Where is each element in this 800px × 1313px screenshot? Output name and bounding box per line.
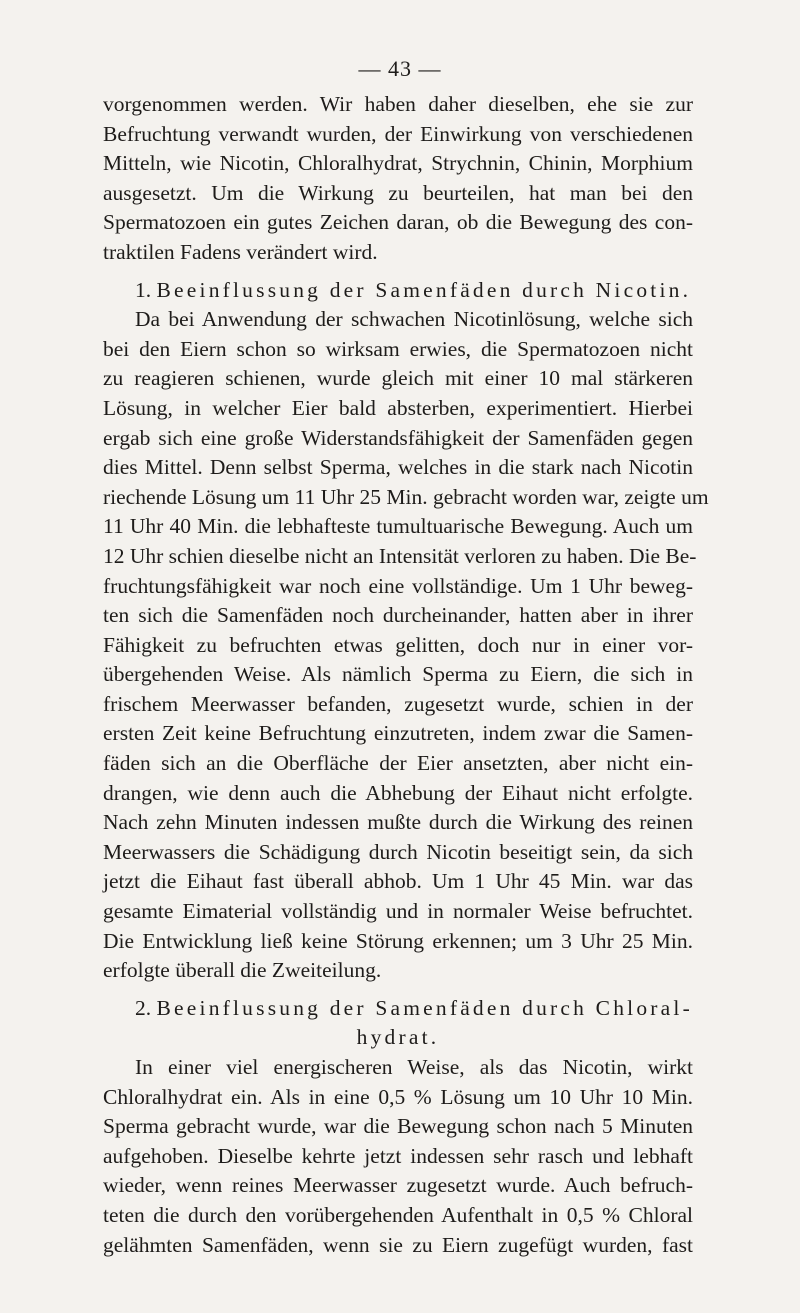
text-line: Die Entwicklung ließ keine Störung erkennen; um 3 Uhr 25 Min. [103, 928, 693, 953]
text-line: Da bei Anwendung der schwachen Nicotinlösung, welche sich [135, 307, 693, 332]
text-line: In einer viel energischeren Weise, als das Nicotin, wirkt [135, 1055, 693, 1079]
text-line: vorgenommen werden. Wir haben daher dieselben, ehe sie zur [103, 92, 693, 116]
section-heading-continued [103, 1023, 693, 1053]
text-line: 11 Uhr 40 Min. die lebhafteste tumultuarische Bewegung. Auch um [103, 514, 693, 539]
section-number: 2. [135, 995, 152, 1020]
text-line: gelähmten Samenfäden, wenn sie zu Eiern zugefügt wurden, fast [103, 1232, 693, 1257]
text-line: dies Mittel. Denn selbst Sperma, welches in die stark nach Nicotin [103, 455, 693, 480]
text-line: Befruchtung verwandt wurden, der Einwirkung von verschiedenen [103, 121, 693, 146]
text-line: erfolgte überall die Zweiteilung. [103, 958, 382, 983]
text-line: zu reagieren schienen, wurde gleich mit einer 10 mal stärkeren [103, 366, 693, 391]
section-number: 1. [135, 277, 152, 302]
text-line: gesamte Eimaterial vollständig und in normaler Weise befruchtet. [103, 899, 693, 924]
text-line: Nach zehn Minuten indessen mußte durch die Wirkung des reinen [103, 810, 693, 835]
text-line: ten sich die Samenfäden noch durcheinander, hatten aber in ihrer [103, 603, 693, 628]
text-line: übergehenden Weise. Als nämlich Sperma zu Eiern, die sich in [103, 662, 693, 687]
text-line: Fähigkeit zu befruchten etwas gelitten, doch nur in einer vor- [103, 632, 693, 657]
text-line: teten die durch den vorübergehenden Aufenthalt in 0,5 % Chloral [103, 1202, 693, 1227]
section-title-continued: hydrat. [356, 1025, 440, 1050]
text-line: 12 Uhr schien dieselbe nicht an Intensität verloren zu haben. Die Be- [103, 543, 697, 568]
text-line: frischem Meerwasser befanden, zugesetzt wurde, schien in der [103, 691, 693, 716]
text-line: traktilen Fadens verändert wird. [103, 239, 378, 264]
section-1 [103, 276, 709, 986]
text-line: Meerwassers die Schädigung durch Nicotin beseitigt sein, da sich [103, 839, 693, 864]
text-line: Spermatozoen ein gutes Zeichen daran, ob die Bewegung des con- [103, 210, 693, 235]
section-heading [103, 276, 693, 306]
text-line: Chloralhydrat ein. Als in eine 0,5 % Lösung um 10 Uhr 10 Min. [103, 1084, 693, 1109]
text-line: ersten Zeit keine Befruchtung einzutreten, indem zwar die Samen- [103, 721, 693, 746]
intro-paragraph [103, 90, 693, 268]
text-line: drangen, wie denn auch die Abhebung der Eihaut nicht erfolgte. [103, 780, 693, 805]
text-line: wieder, wenn reines Meerwasser zugesetzt wurde. Auch befruch- [103, 1173, 693, 1198]
section-heading [103, 994, 693, 1024]
page-number: — 43 — [358, 56, 442, 81]
paragraph-gap [103, 268, 693, 276]
text-line: ausgesetzt. Um die Wirkung zu beurteilen, hat man bei den [103, 180, 693, 205]
section-title: Beeinflussung der Samenfäden durch Nicotin. [156, 277, 692, 302]
paragraph-gap [103, 986, 693, 994]
text-line: jetzt die Eihaut fast überall abhob. Um 1 Uhr 45 Min. war das [103, 869, 693, 894]
text-line: fäden sich an die Oberfläche der Eier ansetzten, aber nicht ein- [103, 751, 693, 776]
section-2 [103, 994, 693, 1260]
text-line: fruchtungsfähigkeit war noch eine vollständige. Um 1 Uhr beweg- [103, 573, 693, 598]
text-line: ergab sich eine große Widerstandsfähigkeit der Samenfäden gegen [103, 425, 693, 450]
text-line: bei den Eiern schon so wirksam erwies, die Spermatozoen nicht [103, 336, 693, 361]
text-line: Sperma gebracht wurde, war die Bewegung schon nach 5 Minuten [103, 1114, 693, 1139]
text-line: riechende Lösung um 11 Uhr 25 Min. gebracht worden war, zeigte um [103, 484, 709, 509]
body-text [103, 90, 709, 1260]
section-title: Beeinflussung der Samenfäden durch Chloral- [156, 995, 693, 1020]
text-line: aufgehoben. Dieselbe kehrte jetzt indessen sehr rasch und lebhaft [103, 1143, 693, 1168]
text-line: Mitteln, wie Nicotin, Chloralhydrat, Strychnin, Chinin, Morphium [103, 151, 693, 176]
text-line: Lösung, in welcher Eier bald absterben, experimentiert. Hierbei [103, 395, 693, 420]
